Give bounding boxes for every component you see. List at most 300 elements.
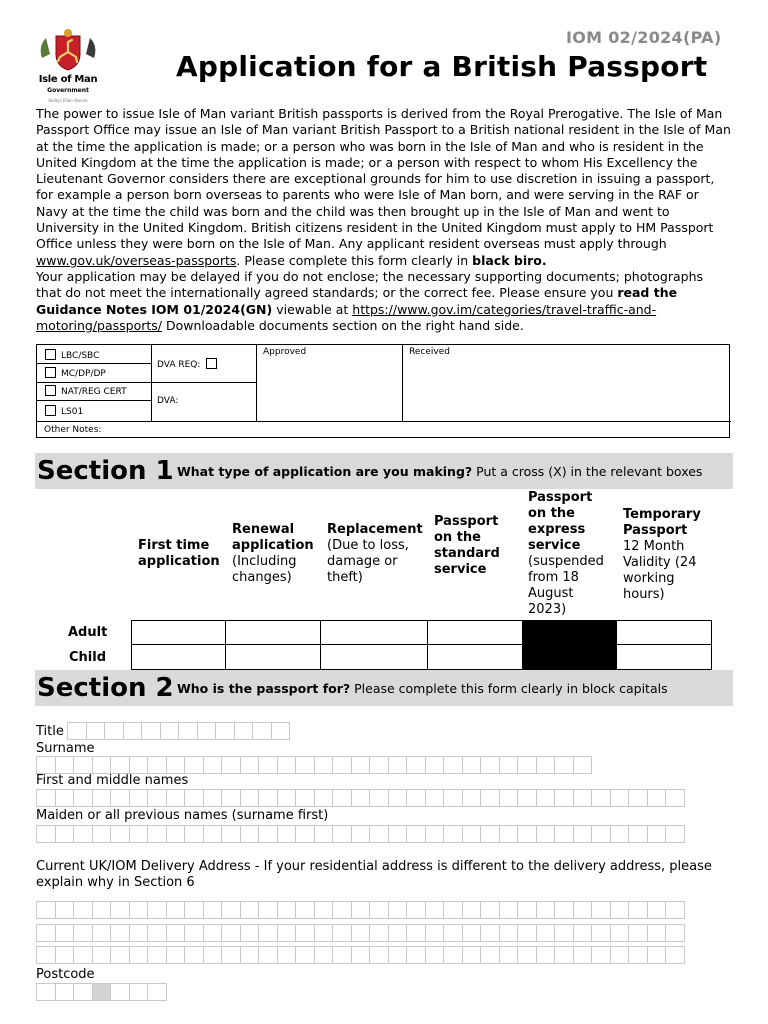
- address-line-3-input[interactable]: [36, 946, 684, 964]
- char-box[interactable]: [240, 946, 260, 964]
- char-box[interactable]: [55, 901, 75, 919]
- char-box[interactable]: [36, 901, 56, 919]
- char-box[interactable]: [332, 756, 352, 774]
- section-1-header: [35, 453, 733, 489]
- cell-child-3[interactable]: [427, 644, 523, 670]
- char-box[interactable]: [73, 825, 93, 843]
- char-box[interactable]: [406, 946, 426, 964]
- char-box[interactable]: [536, 789, 556, 807]
- char-box[interactable]: [314, 924, 334, 942]
- char-box[interactable]: [55, 983, 75, 1001]
- char-box[interactable]: [554, 924, 574, 942]
- char-box[interactable]: [573, 756, 593, 774]
- char-box[interactable]: [425, 756, 445, 774]
- check-nat-reg-cert[interactable]: [45, 385, 127, 397]
- char-box[interactable]: [628, 789, 648, 807]
- char-box[interactable]: [610, 825, 630, 843]
- char-box[interactable]: [647, 946, 667, 964]
- cell-child-4: [522, 644, 617, 670]
- char-box[interactable]: [166, 901, 186, 919]
- char-box[interactable]: [517, 901, 537, 919]
- char-box[interactable]: [443, 825, 463, 843]
- char-box[interactable]: [166, 825, 186, 843]
- dva-req-label: DVA REQ:: [157, 360, 201, 370]
- char-box[interactable]: [36, 924, 56, 942]
- char-box[interactable]: [332, 789, 352, 807]
- char-box[interactable]: [184, 789, 204, 807]
- char-box[interactable]: [277, 825, 297, 843]
- char-box[interactable]: [55, 756, 75, 774]
- char-box[interactable]: [573, 789, 593, 807]
- char-box[interactable]: [147, 983, 167, 1001]
- address-line-1-input[interactable]: [36, 901, 684, 919]
- char-box[interactable]: [184, 756, 204, 774]
- char-box[interactable]: [197, 722, 217, 740]
- char-box[interactable]: [92, 983, 112, 1001]
- cell-child-2[interactable]: [320, 644, 428, 670]
- char-box[interactable]: [221, 825, 241, 843]
- char-box[interactable]: [110, 756, 130, 774]
- char-box[interactable]: [295, 756, 315, 774]
- char-box[interactable]: [221, 789, 241, 807]
- char-box[interactable]: [517, 789, 537, 807]
- char-box[interactable]: [258, 946, 278, 964]
- intro-p1-b: . Please complete this form clearly in: [236, 252, 473, 268]
- char-box[interactable]: [351, 756, 371, 774]
- check-ls01[interactable]: [45, 405, 83, 417]
- char-box[interactable]: [443, 924, 463, 942]
- char-box[interactable]: [388, 756, 408, 774]
- surname-label: Surname: [36, 741, 95, 756]
- char-box[interactable]: [536, 901, 556, 919]
- char-box[interactable]: [184, 825, 204, 843]
- intro-p2-a: Your application may be delayed if you do not enclose; the necessary supporting documents; photographs that do not meet the internationally agreed standards; or the correct fee. Please ensure you: [36, 268, 703, 301]
- section-2-question-text: Who is the passport for?: [177, 681, 351, 696]
- char-box[interactable]: [110, 946, 130, 964]
- char-box[interactable]: [258, 901, 278, 919]
- section-1-number: Section 1: [37, 456, 174, 486]
- maiden-names-label: Maiden or all previous names (surname first): [36, 808, 329, 823]
- char-box[interactable]: [332, 901, 352, 919]
- char-box[interactable]: [536, 756, 556, 774]
- char-box[interactable]: [295, 946, 315, 964]
- char-box[interactable]: [258, 825, 278, 843]
- col-replacement: Replacement (Due to loss, damage or theft): [327, 522, 423, 585]
- char-box[interactable]: [314, 825, 334, 843]
- cell-adult-3[interactable]: [427, 620, 523, 645]
- char-box[interactable]: [203, 756, 223, 774]
- char-box[interactable]: [240, 756, 260, 774]
- char-box[interactable]: [573, 825, 593, 843]
- char-box[interactable]: [573, 901, 593, 919]
- char-box[interactable]: [647, 825, 667, 843]
- char-box[interactable]: [36, 825, 56, 843]
- char-box[interactable]: [203, 946, 223, 964]
- char-box[interactable]: [462, 789, 482, 807]
- char-box[interactable]: [92, 946, 112, 964]
- char-box[interactable]: [425, 789, 445, 807]
- char-box[interactable]: [104, 722, 124, 740]
- char-box[interactable]: [92, 825, 112, 843]
- char-box[interactable]: [647, 789, 667, 807]
- char-box[interactable]: [425, 901, 445, 919]
- char-box[interactable]: [221, 946, 241, 964]
- char-box[interactable]: [647, 901, 667, 919]
- section-2-question: [177, 681, 668, 696]
- isle-of-man-logo: [36, 28, 100, 106]
- check-mc-dp[interactable]: [45, 367, 106, 379]
- char-box[interactable]: [314, 901, 334, 919]
- char-box[interactable]: [591, 901, 611, 919]
- char-box[interactable]: [295, 789, 315, 807]
- char-box[interactable]: [517, 946, 537, 964]
- intro-p2-b: viewable at: [272, 301, 353, 317]
- char-box[interactable]: [110, 825, 130, 843]
- form-reference: IOM 02/2024(PA): [566, 28, 722, 47]
- char-box[interactable]: [536, 825, 556, 843]
- char-box[interactable]: [480, 825, 500, 843]
- char-box[interactable]: [591, 946, 611, 964]
- char-box[interactable]: [480, 756, 500, 774]
- char-box[interactable]: [277, 789, 297, 807]
- section-1-instruction: Put a cross (X) in the relevant boxes: [476, 464, 703, 479]
- char-box[interactable]: [499, 789, 519, 807]
- char-box[interactable]: [351, 789, 371, 807]
- char-box[interactable]: [36, 789, 56, 807]
- char-box[interactable]: [221, 756, 241, 774]
- char-box[interactable]: [129, 789, 149, 807]
- char-box[interactable]: [554, 946, 574, 964]
- char-box[interactable]: [369, 825, 389, 843]
- char-box[interactable]: [369, 901, 389, 919]
- char-box[interactable]: [110, 983, 130, 1001]
- char-box[interactable]: [369, 924, 389, 942]
- approved-label: Approved: [263, 347, 307, 357]
- char-box[interactable]: [147, 756, 167, 774]
- char-box[interactable]: [406, 825, 426, 843]
- cell-adult-2[interactable]: [320, 620, 428, 645]
- address-label: Current UK/IOM Delivery Address - If your residential address is different to the delivery address, please explain why in Section 6: [36, 859, 712, 890]
- char-box[interactable]: [406, 756, 426, 774]
- char-box[interactable]: [240, 924, 260, 942]
- section-2-header: [35, 670, 733, 706]
- cell-adult-4: [522, 620, 617, 645]
- char-box[interactable]: [55, 924, 75, 942]
- char-box[interactable]: [110, 789, 130, 807]
- char-box[interactable]: [573, 924, 593, 942]
- cell-child-5[interactable]: [616, 644, 712, 670]
- char-box[interactable]: [258, 789, 278, 807]
- char-box[interactable]: [129, 756, 149, 774]
- char-box[interactable]: [252, 722, 272, 740]
- char-box[interactable]: [277, 946, 297, 964]
- char-box[interactable]: [573, 946, 593, 964]
- char-box[interactable]: [351, 946, 371, 964]
- char-box[interactable]: [129, 901, 149, 919]
- char-box[interactable]: [73, 756, 93, 774]
- col-renewal: Renewal application (Including changes): [232, 522, 314, 585]
- char-box[interactable]: [129, 825, 149, 843]
- char-box[interactable]: [277, 901, 297, 919]
- char-box[interactable]: [36, 756, 56, 774]
- dva-label: DVA:: [157, 396, 179, 406]
- check-label: NAT/REG CERT: [61, 387, 127, 397]
- check-lbc-sbc[interactable]: [45, 349, 99, 361]
- char-box[interactable]: [277, 924, 297, 942]
- char-box[interactable]: [406, 789, 426, 807]
- char-box[interactable]: [369, 946, 389, 964]
- row-adult-label: Adult: [68, 625, 108, 640]
- char-box[interactable]: [277, 756, 297, 774]
- cell-adult-0[interactable]: [131, 620, 226, 645]
- char-box[interactable]: [517, 825, 537, 843]
- char-box[interactable]: [234, 722, 254, 740]
- char-box[interactable]: [369, 756, 389, 774]
- address-line-2-input[interactable]: [36, 924, 684, 942]
- char-box[interactable]: [499, 946, 519, 964]
- char-box[interactable]: [240, 825, 260, 843]
- col-standard: Passport on the standard service: [434, 514, 500, 577]
- cell-adult-1[interactable]: [225, 620, 321, 645]
- char-box[interactable]: [462, 901, 482, 919]
- char-box[interactable]: [462, 924, 482, 942]
- char-box[interactable]: [610, 901, 630, 919]
- logo-government: Government: [47, 87, 89, 94]
- char-box[interactable]: [240, 789, 260, 807]
- dva-req[interactable]: [157, 358, 222, 370]
- char-box[interactable]: [369, 789, 389, 807]
- char-box[interactable]: [665, 901, 685, 919]
- char-box[interactable]: [499, 901, 519, 919]
- char-box[interactable]: [443, 789, 463, 807]
- check-label: LBC/SBC: [61, 351, 100, 361]
- char-box[interactable]: [55, 789, 75, 807]
- intro-p1-a: The power to issue Isle of Man variant British passports is derived from the Royal Prerogative. The Isle of Man Passport Office may issue an Isle of Man variant British Passport to a British national resident in the Isle of Man at the time the application is made; or a person who was born in the Isle of Man and who is resident in the United Kingdom at the time the application is made; or a person with respect to whom His Excellency the Lieutenant Governor considers there are exceptional grounds for him to use discretion in issuing a passport, for example a person born overseas to parents who were Isle of Man born, and were serving in the RAF or Navy at the time the child was born and the child was then brought up in the Isle of Man and went to University in the United Kingdom. British citizens resident in the United Kingdom must apply to HM Passport Office unless they were born on the Isle of Man. Any applicant resident overseas must apply through: [36, 106, 731, 252]
- char-box[interactable]: [443, 756, 463, 774]
- char-box[interactable]: [92, 789, 112, 807]
- char-box[interactable]: [554, 825, 574, 843]
- char-box[interactable]: [73, 946, 93, 964]
- cell-child-0[interactable]: [131, 644, 226, 670]
- government-crest-icon: [36, 28, 100, 72]
- char-box[interactable]: [665, 789, 685, 807]
- char-box[interactable]: [129, 924, 149, 942]
- section-1-question: [177, 464, 702, 479]
- char-box[interactable]: [425, 946, 445, 964]
- first-names-label: First and middle names: [36, 773, 189, 788]
- char-box[interactable]: [92, 756, 112, 774]
- char-box[interactable]: [628, 924, 648, 942]
- char-box[interactable]: [184, 946, 204, 964]
- char-box[interactable]: [462, 946, 482, 964]
- char-box[interactable]: [295, 825, 315, 843]
- char-box[interactable]: [480, 789, 500, 807]
- title-label: Title: [36, 724, 64, 739]
- char-box[interactable]: [351, 825, 371, 843]
- char-box[interactable]: [351, 901, 371, 919]
- char-box[interactable]: [73, 983, 93, 1001]
- char-box[interactable]: [462, 825, 482, 843]
- title-input[interactable]: [67, 722, 289, 740]
- char-box[interactable]: [215, 722, 235, 740]
- char-box[interactable]: [610, 924, 630, 942]
- char-box[interactable]: [591, 924, 611, 942]
- char-box[interactable]: [480, 901, 500, 919]
- char-box[interactable]: [443, 946, 463, 964]
- postcode-input[interactable]: [36, 983, 166, 1001]
- char-box[interactable]: [129, 983, 149, 1001]
- char-box[interactable]: [147, 901, 167, 919]
- char-box[interactable]: [554, 901, 574, 919]
- char-box[interactable]: [73, 789, 93, 807]
- char-box[interactable]: [406, 901, 426, 919]
- char-box[interactable]: [499, 756, 519, 774]
- char-box[interactable]: [480, 924, 500, 942]
- char-box[interactable]: [388, 946, 408, 964]
- char-box[interactable]: [628, 825, 648, 843]
- char-box[interactable]: [591, 825, 611, 843]
- char-box[interactable]: [240, 901, 260, 919]
- check-label: MC/DP/DP: [61, 369, 106, 379]
- char-box[interactable]: [554, 789, 574, 807]
- char-box[interactable]: [295, 924, 315, 942]
- intro-p2-c: Downloadable documents section on the right hand side.: [162, 317, 524, 333]
- char-box[interactable]: [591, 789, 611, 807]
- char-box[interactable]: [203, 825, 223, 843]
- char-box[interactable]: [271, 722, 291, 740]
- char-box[interactable]: [258, 924, 278, 942]
- char-box[interactable]: [388, 789, 408, 807]
- char-box[interactable]: [147, 789, 167, 807]
- char-box[interactable]: [203, 901, 223, 919]
- char-box[interactable]: [314, 756, 334, 774]
- intro-text: [36, 106, 732, 334]
- char-box[interactable]: [332, 825, 352, 843]
- surname-input[interactable]: [36, 756, 591, 774]
- gov-im-passports-link[interactable]: https://www.gov.im/categories/travel-traffic-and-motoring/passports/: [36, 301, 657, 333]
- char-box[interactable]: [221, 901, 241, 919]
- char-box[interactable]: [314, 946, 334, 964]
- col-express: Passport on the express service (suspended from 18 August 2023): [528, 490, 604, 617]
- char-box[interactable]: [166, 924, 186, 942]
- maiden-names-input[interactable]: [36, 825, 684, 843]
- char-box[interactable]: [178, 722, 198, 740]
- char-box[interactable]: [425, 825, 445, 843]
- char-box[interactable]: [147, 825, 167, 843]
- char-box[interactable]: [203, 789, 223, 807]
- char-box[interactable]: [665, 825, 685, 843]
- char-box[interactable]: [86, 722, 106, 740]
- section-2-number: Section 2: [37, 673, 174, 703]
- received-label: Received: [409, 347, 450, 357]
- char-box[interactable]: [166, 756, 186, 774]
- intro-p1-bold: black biro.: [472, 252, 547, 268]
- char-box[interactable]: [203, 924, 223, 942]
- char-box[interactable]: [184, 901, 204, 919]
- office-use-box: [36, 344, 730, 438]
- char-box[interactable]: [160, 722, 180, 740]
- char-box[interactable]: [314, 789, 334, 807]
- char-box[interactable]: [332, 924, 352, 942]
- col-temporary: Temporary Passport 12 Month Validity (24 working hours): [623, 507, 701, 602]
- char-box[interactable]: [184, 924, 204, 942]
- char-box[interactable]: [67, 722, 87, 740]
- char-box[interactable]: [536, 946, 556, 964]
- char-box[interactable]: [610, 789, 630, 807]
- overseas-passports-link[interactable]: www.gov.uk/overseas-passports: [36, 252, 237, 268]
- char-box[interactable]: [499, 825, 519, 843]
- char-box[interactable]: [388, 901, 408, 919]
- row-child-label: Child: [69, 650, 107, 665]
- char-box[interactable]: [73, 924, 93, 942]
- char-box[interactable]: [141, 722, 161, 740]
- char-box[interactable]: [480, 946, 500, 964]
- char-box[interactable]: [388, 825, 408, 843]
- section-1-question-text: What type of application are you making?: [177, 464, 473, 479]
- char-box[interactable]: [554, 756, 574, 774]
- char-box[interactable]: [166, 789, 186, 807]
- postcode-label: Postcode: [36, 967, 95, 982]
- char-box[interactable]: [388, 924, 408, 942]
- char-box[interactable]: [166, 946, 186, 964]
- char-box[interactable]: [517, 924, 537, 942]
- char-box[interactable]: [351, 924, 371, 942]
- char-box[interactable]: [55, 946, 75, 964]
- char-box[interactable]: [73, 901, 93, 919]
- char-box[interactable]: [110, 901, 130, 919]
- char-box[interactable]: [536, 924, 556, 942]
- cell-adult-5[interactable]: [616, 620, 712, 645]
- char-box[interactable]: [147, 924, 167, 942]
- char-box[interactable]: [647, 924, 667, 942]
- char-box[interactable]: [665, 946, 685, 964]
- col-first-time: First time application: [138, 538, 220, 569]
- char-box[interactable]: [295, 901, 315, 919]
- char-box[interactable]: [147, 946, 167, 964]
- char-box[interactable]: [258, 756, 278, 774]
- char-box[interactable]: [129, 946, 149, 964]
- char-box[interactable]: [610, 946, 630, 964]
- char-box[interactable]: [36, 983, 56, 1001]
- char-box[interactable]: [462, 756, 482, 774]
- cell-child-1[interactable]: [225, 644, 321, 670]
- char-box[interactable]: [499, 924, 519, 942]
- section-2-instruction: Please complete this form clearly in block capitals: [354, 681, 668, 696]
- char-box[interactable]: [425, 924, 445, 942]
- page-title: Application for a British Passport: [176, 50, 708, 83]
- char-box[interactable]: [123, 722, 143, 740]
- intro-p2-bold: read the Guidance Notes IOM 01/2024(GN): [36, 285, 678, 317]
- char-box[interactable]: [92, 924, 112, 942]
- char-box[interactable]: [628, 901, 648, 919]
- first-names-input[interactable]: [36, 789, 684, 807]
- char-box[interactable]: [92, 901, 112, 919]
- char-box[interactable]: [110, 924, 130, 942]
- check-label: LS01: [61, 407, 84, 417]
- char-box[interactable]: [55, 825, 75, 843]
- char-box[interactable]: [517, 756, 537, 774]
- char-box[interactable]: [332, 946, 352, 964]
- char-box[interactable]: [36, 946, 56, 964]
- char-box[interactable]: [221, 924, 241, 942]
- other-notes-label: Other Notes:: [44, 425, 102, 435]
- logo-motto: Reiltys Ellan Vannin: [48, 98, 88, 103]
- char-box[interactable]: [628, 946, 648, 964]
- char-box[interactable]: [665, 924, 685, 942]
- char-box[interactable]: [443, 901, 463, 919]
- logo-name: Isle of Man: [38, 74, 98, 85]
- char-box[interactable]: [406, 924, 426, 942]
